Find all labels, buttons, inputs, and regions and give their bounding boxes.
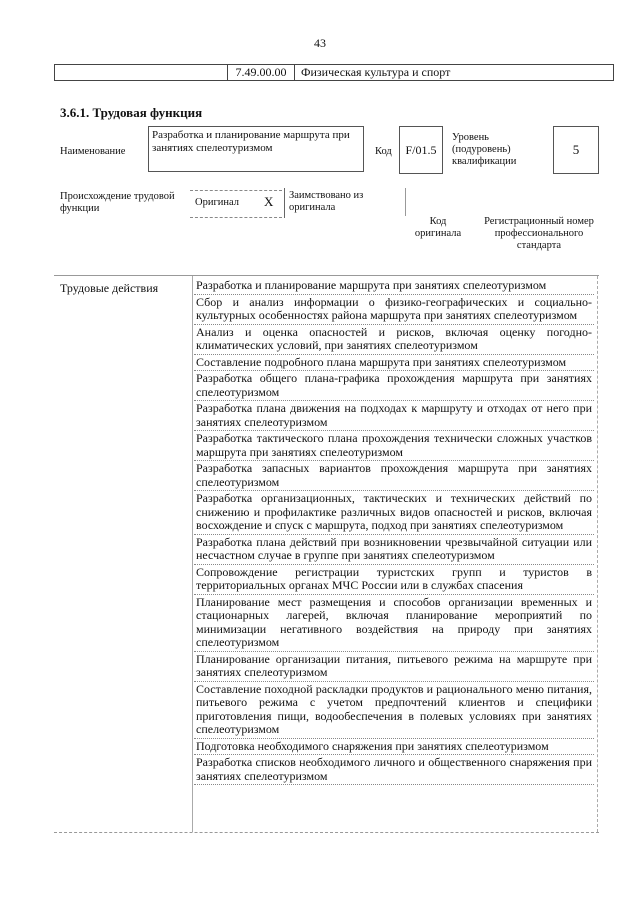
code-original-label: Код оригинала <box>414 216 462 239</box>
labor-action-item: Разработка общего плана-графика прохождения маршрута при занятиях спелеотуризмом <box>194 371 594 401</box>
function-code-box: F/01.5 <box>399 126 443 174</box>
okved-name: Физическая культура и спорт <box>301 65 451 79</box>
labor-action-item: Разработка плана движения на подходах к маршруту и отходах от него при занятиях спелеотуризмом <box>194 401 594 431</box>
original-mark: X <box>264 194 274 209</box>
origin-label: Происхождение трудовой функции <box>60 191 175 214</box>
name-label: Наименование <box>60 146 126 157</box>
labor-actions-label: Трудовые действия <box>60 281 159 295</box>
labor-action-item: Разработка организационных, тактических и технических действий по снижению и профилактике различных видов опасностей и рисков, включая восхождение и спуск с маршрута, подход при занятиях спелеотуризмом <box>194 491 594 535</box>
labor-action-item: Подготовка необходимого снаряжения при занятиях спелеотуризмом <box>194 739 594 756</box>
table-right-border <box>597 276 599 832</box>
section-title: 3.6.1. Трудовая функция <box>60 105 203 120</box>
labor-action-item: Разработка и планирование маршрута при занятиях спелеотуризмом <box>194 278 594 295</box>
labor-action-item: Планирование мест размещения и способов организации временных и стационарных лагерей, включая планирование мероприятий по минимизации негативного воздействия на природу при занятиях спелеотуризмом <box>194 595 594 652</box>
page-number: 43 <box>314 36 326 50</box>
labor-action-item: Составление подробного плана маршрута при занятиях спелеотуризмом <box>194 355 594 372</box>
labor-action-item: Сопровождение регистрации туристских групп и туристов в территориальных органах МЧС России или в службах спасения <box>194 565 594 595</box>
borrowed-label: Заимствовано из оригинала <box>289 190 364 213</box>
labor-action-item: Планирование организации питания, питьевого режима на маршруте при занятиях спелеотуризмом <box>194 652 594 682</box>
table-column-divider <box>192 276 193 832</box>
origin-divider-2 <box>405 188 406 216</box>
level-label: Уровень (подуровень) квалификации <box>452 132 517 167</box>
table-top-rule <box>54 275 599 276</box>
labor-action-item: Составление походной раскладки продуктов и рационального меню питания, питьевого режима с учетом предпочтений клиентов и специфики приготовления пищи, водообеспечения в полевых условиях при занятиях спелеотуризмом <box>194 682 594 739</box>
origin-divider <box>284 188 285 218</box>
level-value-box: 5 <box>553 126 599 174</box>
code-label: Код <box>375 146 392 157</box>
labor-action-item: Сбор и анализ информации о физико-географических и социально-культурных особенностях района маршрута при занятиях спелеотуризмом <box>194 295 594 325</box>
reg-number-label: Регистрационный номер профессионального стандарта <box>484 216 594 251</box>
okved-row <box>54 64 614 81</box>
labor-action-item: Разработка плана действий при возникновении чрезвычайной ситуации или несчастном случае в группе при занятиях спелеотуризмом <box>194 535 594 565</box>
table-bottom-rule <box>54 832 599 834</box>
okved-code: 7.49.00.00 <box>227 65 295 80</box>
labor-action-item: Разработка запасных вариантов прохождения маршрута при занятиях спелеотуризмом <box>194 461 594 491</box>
labor-action-item: Анализ и оценка опасностей и рисков, включая оценку погодно-климатических условий, при занятиях спелеотуризмом <box>194 325 594 355</box>
function-name-box: Разработка и планирование маршрута при занятиях спелеотуризмом <box>148 126 364 172</box>
original-label: Оригинал <box>195 197 239 208</box>
labor-actions-list <box>194 278 594 785</box>
labor-action-item: Разработка списков необходимого личного и общественного снаряжения при занятиях спелеотуризмом <box>194 755 594 785</box>
labor-action-item: Разработка тактического плана прохождения технически сложных участков маршрута при занятиях спелеотуризмом <box>194 431 594 461</box>
